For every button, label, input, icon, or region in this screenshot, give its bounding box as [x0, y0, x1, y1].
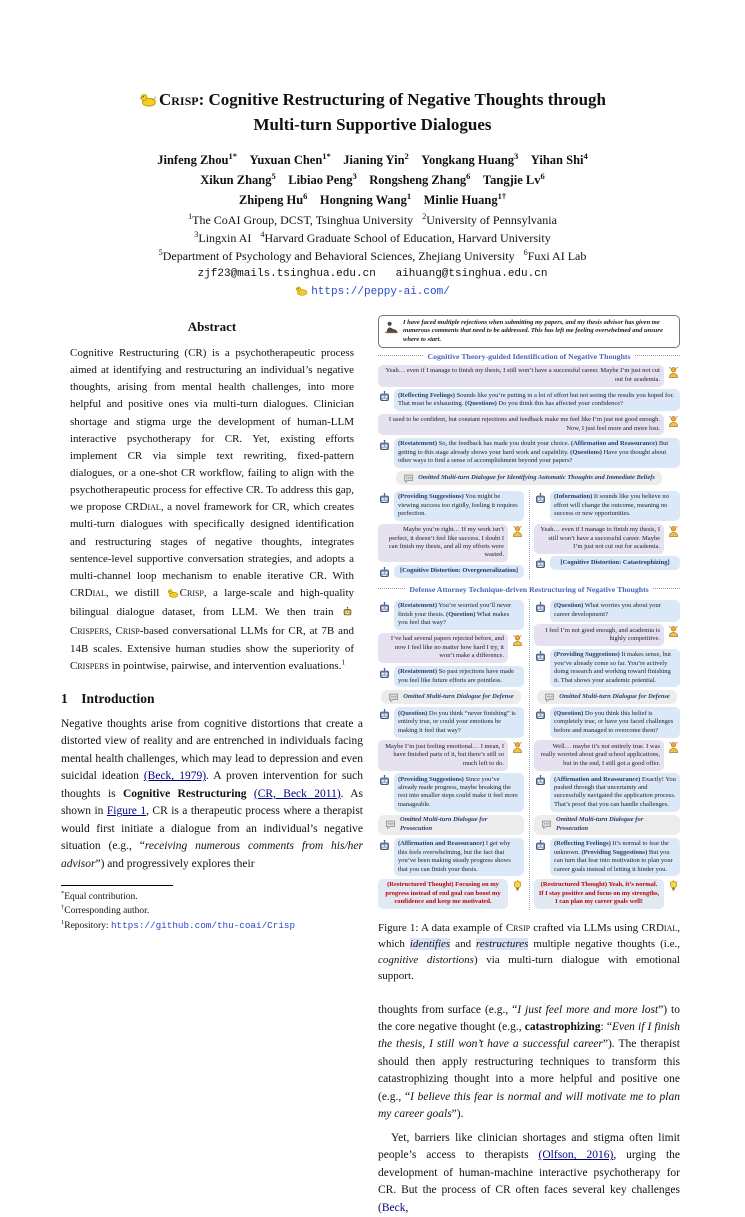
- identification-channels: [378, 488, 680, 581]
- dotted-rule: [378, 355, 423, 356]
- distortion-row: [378, 565, 524, 579]
- figure-1: [378, 315, 680, 912]
- user-icon: [511, 741, 524, 754]
- abstract-seg2: Crisp, a large-scale and high-quality bilingual dialogue dataset, from LLM. We then train: [70, 587, 355, 619]
- restructured-row: [534, 879, 680, 909]
- user-icon: [511, 634, 524, 647]
- user-bubble: I used to be confident, but constant rejections and feedback make me feel like I’m just not good enough. Now, I just feel more and more lost.: [378, 414, 664, 436]
- user-bubble: Well… maybe it’s not entirely true. I was really worried about grad school applications, but in the end, I still got a good offer.: [534, 740, 664, 770]
- section-heading-introduction: 1 Introduction: [61, 690, 155, 706]
- title-line2: Multi-turn Supportive Dialogues: [253, 115, 492, 135]
- intro-paragraph: Negative thoughts arise from cognitive distortions that create a distorted view of reality and are entrenched in individuals facing mental health challenges, which may lead to depression and even suicidal ideation (Beck, 1979). A proven intervention for such thoughts is Cognitive Restructuring (CR, Beck 2011). As shown in Figure 1, CR is a therapeutic process where a therapist would first initiate a dialogue from an individual’s negative situation (e.g., “receiving numerous comments from his/her advisor”) and progressively explores their: [61, 717, 364, 870]
- omitted-pill: [537, 690, 677, 704]
- therapist-row: [378, 838, 524, 877]
- authors-line1: Jinfeng Zhou$^{1*}$ Yuxuan Chen$^{1*}$ Jianing Yin$^2$ Yongkang Huang$^3$ Yihan Shi$^4$: [157, 150, 588, 167]
- therapist-row: [378, 600, 524, 630]
- channel-left: [378, 597, 524, 911]
- user-row: [534, 740, 680, 770]
- user-icon: [667, 366, 680, 379]
- lightbulb-icon: [511, 880, 524, 893]
- omitted-text: Omitted Multi-turn Dialogue for Defense: [559, 693, 670, 701]
- therapist-bubble: (Providing Suggestions) Since you’ve already made progress, maybe breaking the rest into smaller steps could make it feel more manageable.: [394, 773, 524, 812]
- dotted-rule: [653, 588, 680, 589]
- distortion-bubble: [Cognitive Distortion: Catastrophizing]: [550, 556, 680, 569]
- therapist-bubble: (Question) Do you think this belief is completely true, or have you faced challenges before and managed to overcome them?: [550, 707, 680, 737]
- robot-icon: [534, 492, 547, 505]
- therapist-bubble: (Question) What worries you about your career development?: [550, 600, 680, 622]
- right-column: [378, 315, 680, 1217]
- therapist-bubble: (Reflecting Feelings) Sounds like you’re putting in a lot of effort but not seeing the results you hoped for. That must be exhausting. (Questions) Do you think this has affected your confidence?: [394, 389, 680, 411]
- author-list: [0, 150, 745, 210]
- omitted-dialogue-row: [534, 690, 680, 704]
- paper-title: [0, 88, 745, 137]
- speech-bubble-icon: [541, 819, 552, 830]
- robot-icon: [342, 606, 353, 623]
- robot-icon: [378, 492, 391, 505]
- user-row: [378, 524, 524, 563]
- distortion-bubble: [Cognitive Distortion: Overgeneralization]: [394, 565, 524, 578]
- therapist-row: [378, 438, 680, 468]
- user-icon: [667, 415, 680, 428]
- footnote-rule: [61, 885, 173, 886]
- robot-icon: [534, 839, 547, 852]
- contact-emails: zjf23@mails.tsinghua.edu.cn aihuang@tsinghua.edu.cn: [197, 267, 548, 280]
- person-at-desk-icon: [384, 320, 399, 335]
- restructured-bubble: (Restructured Thought) Focusing on my progress instead of end goal can boost my confidence and keep me motivated.: [378, 879, 508, 909]
- robot-icon: [534, 708, 547, 721]
- therapist-row: [534, 838, 680, 877]
- therapist-row: [534, 600, 680, 622]
- abstract-seg1: Cognitive Restructuring (CR) is a psychotherapeutic process aimed at identifying and restructuring an individual’s negative thoughts, arising from mental health challenges, into more helpful and positive ones via multi-turn dialogues. Clinician shortage and stigma urge the development of human-LLM interactive psychotherapy for CR. Yet, existing efforts implement CR via simple text rewriting, fixed-pattern dialogues, or a one-shot CR workflow, failing to align with the psychotherapeutic process for effective CR. To address this gap, we propose CRDial, a novel framework for CR, which creates multi-turn dialogues with specifically designed identification and restructuring stages of negative thoughts, integrates sentence-level supportive conversation strategies, and adopts a multi-channel loop mechanism to enable iterative CR. With CRDial, we distill: [70, 346, 354, 600]
- therapist-bubble: (Restatement) You’re worried you’ll never finish your thesis. (Question) What makes you feel that way?: [394, 600, 524, 630]
- abstract-paragraph: [61, 345, 363, 675]
- omitted-text: Omitted Multi-turn Dialogue for Prosecution: [400, 816, 488, 832]
- therapist-row: [378, 491, 524, 521]
- therapist-bubble: (Affirmation and Reassurance) Exactly! You pushed through that uncertainty and successfully navigated the application process. That’s proof that you can handle challenges.: [550, 773, 680, 812]
- body-paragraph-2: Yet, barriers like clinician shortages and stigma often limit people’s access to therapists (Olfson, 2016), urging the development of human-machine interactive psychotherapy for CR. But the process of CR often faces several key challenges (Beck,: [378, 1131, 680, 1214]
- omitted-dialogue-row: [378, 690, 524, 704]
- lightbulb-icon: [667, 880, 680, 893]
- user-bubble: Yeah… even if I manage to finish my thesis, I still won’t have a successful career. Maybe I’m just not cut out for academia.: [534, 524, 664, 554]
- affil-line1: $^1$The CoAI Group, DCST, Tsinghua University $^2$University of Pennsylvania: [188, 211, 557, 227]
- therapist-bubble: (Providing Suggestions) You might be viewing success too rigidly, feeling it requires perfection.: [394, 491, 524, 521]
- therapist-bubble: (Information) It sounds like you believe no effort will change the outcome, meaning no success or new opportunities.: [550, 491, 680, 521]
- restructuring-channels: [378, 597, 680, 911]
- distortion-row: [534, 556, 680, 570]
- speech-bubble-icon: [403, 473, 414, 484]
- user-row: [534, 524, 680, 554]
- project-url[interactable]: https://peppy-ai.com/: [311, 285, 450, 298]
- omitted-dialogue-row: [378, 471, 680, 485]
- therapist-row: [534, 707, 680, 737]
- therapist-bubble: (Question) Do you think “never finishing” is entirely true, or could your emotions be making it feel that way?: [394, 707, 524, 737]
- omitted-pill: [381, 690, 521, 704]
- robot-icon: [378, 708, 391, 721]
- restructured-row: [378, 879, 524, 909]
- user-bubble: Maybe you’re right… If my work isn’t perfect, it doesn’t feel like success. I doubt I can finish my thesis, and all my efforts were wasted.: [378, 524, 508, 563]
- user-row: [378, 633, 524, 663]
- robot-icon: [378, 390, 391, 403]
- therapist-row: [534, 649, 680, 688]
- omitted-pill: [396, 471, 662, 485]
- therapist-bubble: (Restatement) So past rejections have made you feel like future efforts are pointless.: [394, 666, 524, 688]
- robot-icon: [534, 774, 547, 787]
- therapist-bubble: (Providing Suggestions) It makes sense, but you’ve already come so far. You’re actively doing research and working toward finishing it. That shows your academic potential.: [550, 649, 680, 688]
- abstract-heading: Abstract: [187, 318, 237, 334]
- dotted-rule: [378, 588, 405, 589]
- omitted-text: Omitted Multi-turn Dialogue for Identifying Automatic Thoughts and Immediate Beliefs: [418, 474, 655, 482]
- therapist-row: [534, 491, 680, 521]
- affil-line3: $^5$Department of Psychology and Behavioral Sciences, Zhejiang University $^6$Fuxi AI Lab: [158, 247, 587, 263]
- speech-bubble-icon: [385, 819, 396, 830]
- footnote-repository-link[interactable]: $^1$Repository: https://github.com/thu-coai/Crisp: [61, 918, 296, 931]
- footnote-equal-contribution: *Equal contribution.: [61, 889, 138, 903]
- user-icon: [667, 525, 680, 538]
- restructured-bubble: (Restructured Thought) Yeah, it’s normal. If I stay positive and focus on my strengths, I can plan my career goals well!: [534, 879, 664, 909]
- duck-icon: [167, 587, 179, 604]
- user-row: [534, 624, 680, 646]
- therapist-bubble: (Reflecting Feelings) It’s normal to fear the unknown. (Providing Suggestions) But you can turn that fear into motivation to plan your career goals instead of letting it hinder you.: [550, 838, 680, 877]
- figure-section-restructuring: Defense Attorney Technique-driven Restructuring of Negative Thoughts: [378, 585, 680, 595]
- robot-icon: [378, 439, 391, 452]
- robot-icon: [534, 557, 547, 570]
- user-row: [378, 414, 680, 436]
- identification-dialogue: [378, 365, 680, 485]
- therapist-bubble: (Affirmation and Reassurance) I get why this feels overwhelming, but the fact that you’ve been making steady progress shows that you can finish your thesis.: [394, 838, 524, 877]
- user-bubble: Maybe I’m just feeling emotional… I mean, I have finished parts of it, but there’s still so much left to do.: [378, 740, 508, 770]
- figure-1-caption: Figure 1: A data example of Crsip crafted via LLMs using CRDial, which identifies and restructures multiple negative thoughts (i.e., cognitive distortions) via multi-turn dialogue with emotional support.: [378, 921, 681, 982]
- user-row: [378, 740, 524, 770]
- channel-right: [534, 488, 680, 581]
- user-icon: [667, 741, 680, 754]
- therapist-row: [378, 389, 680, 411]
- user-bubble: I feel I’m not good enough, and academia is highly competitive.: [534, 624, 664, 646]
- two-column-body: [0, 315, 745, 1217]
- authors-line3: Zhipeng Hu$^6$ Hongning Wang$^1$ Minlie Huang$^{1\dagger}$: [238, 190, 507, 207]
- omitted-text: Omitted Multi-turn Dialogue for Defense: [403, 693, 514, 701]
- footnotes: [61, 885, 363, 933]
- therapist-bubble: (Restatement) So, the feedback has made you doubt your choice. (Affirmation and Reassurance) But getting to this stage already shows your hard work and capability. (Questions) Have you thought about other ways to find a sense of accomplishment beyond your papers?: [394, 438, 680, 468]
- omitted-pill: [534, 815, 680, 835]
- omitted-dialogue-row: [534, 815, 680, 835]
- left-column: [61, 315, 363, 933]
- omitted-text: Omitted Multi-turn Dialogue for Prosecution: [556, 816, 644, 832]
- speech-bubble-icon: [388, 692, 399, 703]
- therapist-row: [378, 773, 524, 812]
- authors-line2: Xikun Zhang$^5$ Libiao Peng$^3$ Rongsheng Zhang$^6$ Tangjie Lv$^6$: [200, 170, 545, 187]
- dotted-rule: [635, 355, 680, 356]
- figure-section-identification: Cognitive Theory-guided Identification of Negative Thoughts: [378, 352, 680, 362]
- duck-icon: [139, 90, 157, 113]
- therapist-row: [534, 773, 680, 812]
- project-url-link[interactable]: [0, 285, 745, 300]
- channel-right: [534, 597, 680, 911]
- situation-text: I have faced multiple rejections when submitting my papers, and my thesis advisor has given me numerous comments that need to be addressed. This has left me feeling overwhelmed and unsure where to start.: [403, 318, 663, 343]
- therapist-row: [378, 707, 524, 737]
- robot-icon: [534, 650, 547, 663]
- body-paragraph-continuation: thoughts from surface (e.g., “I just feel more and more lost”) to the core negative thought (e.g., catastrophizing: “Even if I finish the thesis, I still won’t have a successful career”). The therapist should then apply restructuring techniques to transform this catastrophizing thought into a more helpful and positive one (e.g., “I believe this fear is normal and will motivate me to plan my career goals”).: [378, 1003, 680, 1121]
- footnote-corresponding-author: †Corresponding author.: [61, 904, 150, 917]
- robot-icon: [378, 839, 391, 852]
- user-icon: [511, 525, 524, 538]
- robot-icon: [378, 566, 391, 579]
- affiliations: [0, 211, 745, 265]
- situation-box: [378, 315, 680, 348]
- user-bubble: I’ve had several papers rejected before, and now I feel like no matter how hard I try, it won’t make a difference.: [378, 633, 508, 663]
- robot-icon: [378, 601, 391, 614]
- user-bubble: Yeah… even if I manage to finish my thesis, I still won’t have a successful career. Maybe I’m just not cut out for academia.: [378, 365, 664, 387]
- paper-header: [0, 0, 745, 300]
- title-line1: Crisp: Cognitive Restructuring of Negative Thoughts through: [158, 90, 606, 109]
- therapist-row: [378, 666, 524, 688]
- affil-line2: $^3$Lingxin AI $^4$Harvard Graduate School of Education, Harvard University: [194, 229, 551, 245]
- user-row: [378, 365, 680, 387]
- user-icon: [667, 625, 680, 638]
- robot-icon: [378, 667, 391, 680]
- omitted-pill: [378, 815, 524, 835]
- abstract-seg3: Crispers, Crisp-based conversational LLMs for CR, at 7B and 14B scales. Extensive human studies show the superiority of Crispers in pointwise, pairwise, and intervention evaluations.$^1$: [70, 625, 354, 672]
- channel-left: [378, 488, 524, 581]
- robot-icon: [534, 601, 547, 614]
- bird-icon: [295, 285, 308, 300]
- speech-bubble-icon: [544, 692, 555, 703]
- robot-icon: [378, 774, 391, 787]
- omitted-dialogue-row: [378, 815, 524, 835]
